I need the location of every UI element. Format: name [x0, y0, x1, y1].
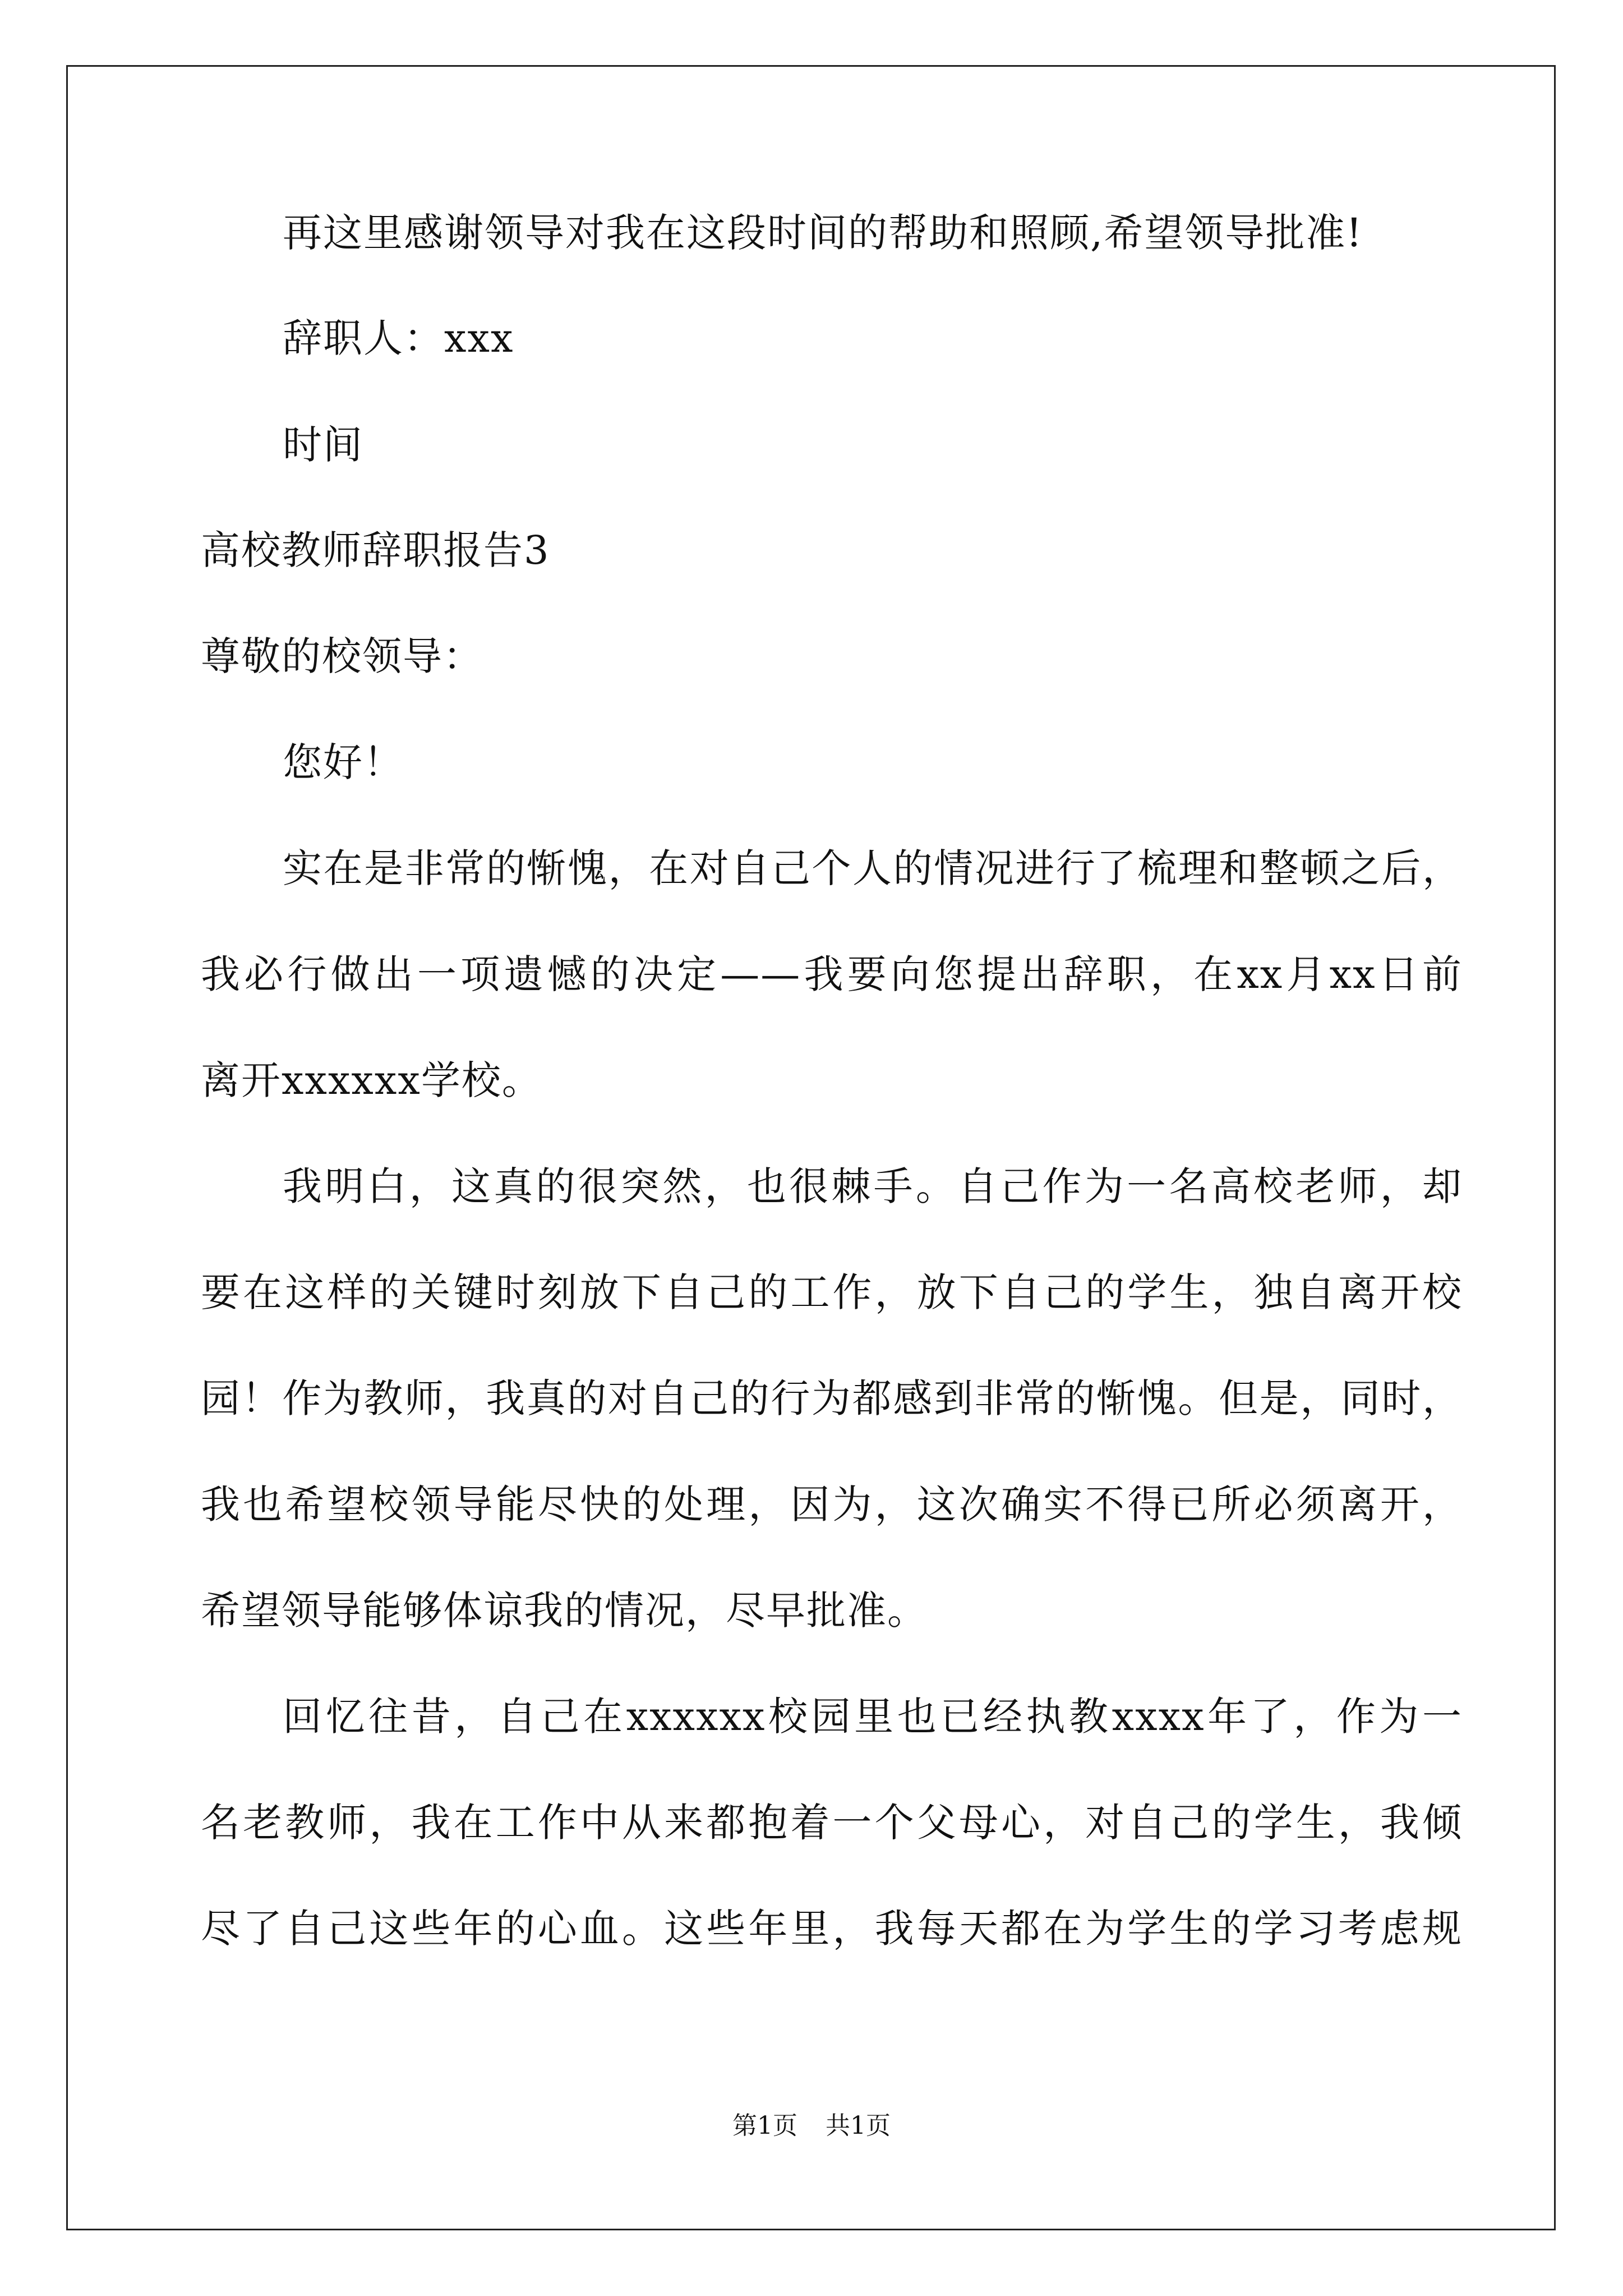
date-line: 时间 [283, 422, 363, 468]
paragraph-line: 我也希望校领导能尽快的处理，因为，这次确实不得已所必须离开， [201, 1481, 1463, 1527]
paragraph-line: 我明白，这真的很突然，也很棘手。自己作为一名高校老师，却 [283, 1163, 1463, 1209]
section-title: 高校教师辞职报告3 [201, 527, 550, 573]
signature-line: 辞职人：xxx [283, 315, 514, 361]
page-footer [0, 2109, 1623, 2143]
paragraph-line: 我必行做出一项遗憾的决定——我要向您提出辞职，在xx月xx日前 [201, 951, 1463, 997]
paragraph-line: 实在是非常的惭愧，在对自己个人的情况进行了梳理和整顿之后， [283, 845, 1463, 891]
paragraph-line: 要在这样的关键时刻放下自己的工作，放下自己的学生，独自离开校 [201, 1269, 1463, 1315]
page-number: 第1页 [732, 2111, 797, 2140]
paragraph-line: 尽了自己这些年的心血。这些年里，我每天都在为学生的学习考虑规 [201, 1906, 1463, 1952]
paragraph-line: 园！作为教师，我真的对自己的行为都感到非常的惭愧。但是，同时， [201, 1375, 1463, 1421]
paragraph-line: 离开xxxxxx学校。 [201, 1057, 542, 1103]
paragraph-line: 希望领导能够体谅我的情况，尽早批准。 [201, 1588, 928, 1634]
closing-thanks-line: 再这里感谢领导对我在这段时间的帮助和照顾,希望领导批准! [283, 210, 1363, 256]
greeting: 您好！ [283, 739, 404, 785]
paragraph-line: 名老教师，我在工作中从来都抱着一个父母心，对自己的学生，我倾 [201, 1800, 1463, 1846]
page-total: 共1页 [826, 2111, 891, 2140]
salutation: 尊敬的校领导： [201, 633, 483, 679]
paragraph-line: 回忆往昔，自己在xxxxxx校园里也已经执教xxxx年了，作为一 [283, 1694, 1463, 1740]
